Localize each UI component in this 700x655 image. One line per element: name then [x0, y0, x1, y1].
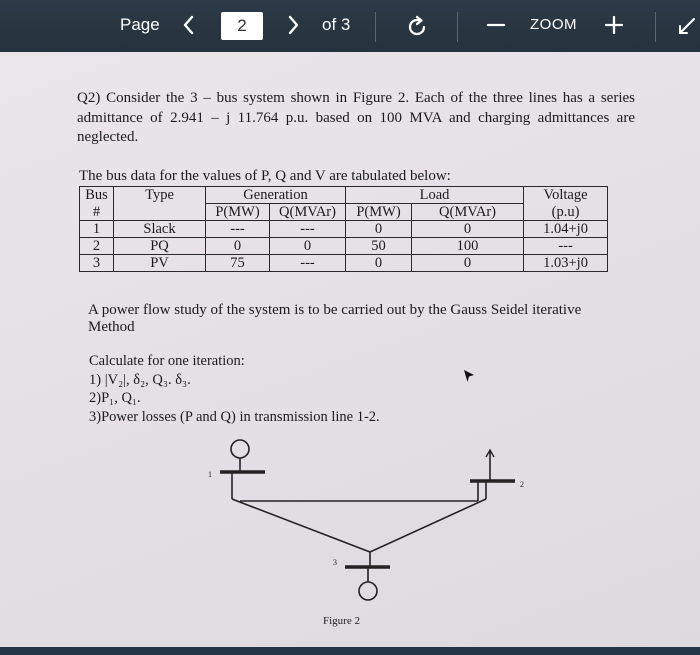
bus-3-label: 3: [333, 558, 337, 567]
mouse-cursor-icon: [462, 369, 476, 385]
table-cell: ---: [524, 238, 608, 255]
table-header: Generation: [206, 187, 346, 204]
toolbar-divider: [655, 12, 656, 42]
chevron-right-icon: [288, 15, 300, 35]
zoom-out-button[interactable]: [484, 13, 508, 37]
document-page: [0, 52, 700, 647]
chevron-left-icon: [182, 15, 194, 35]
calc-item: 1) |V₂|, δ₂, Q₃. δ₃.: [89, 371, 191, 388]
calculation-list: [89, 352, 380, 426]
table-header: Load: [346, 187, 524, 204]
table-cell: 0: [206, 238, 270, 255]
table-cell: 0: [270, 238, 346, 255]
table-header: Q(MVAr): [412, 204, 524, 221]
table-header: Voltage: [524, 187, 608, 204]
bus-2-label: 2: [520, 480, 524, 489]
table-intro: The bus data for the values of P, Q and V are tabulated below:: [79, 168, 451, 184]
next-page-button[interactable]: [283, 13, 305, 37]
table-header: Q(MVAr): [270, 204, 346, 221]
table-header: (p.u): [524, 204, 608, 221]
table-header: Type: [114, 187, 206, 204]
generator-1-icon: [231, 440, 249, 458]
table-header-row: [80, 204, 608, 221]
bus-1-label: 1: [208, 470, 212, 479]
table-header: Bus: [80, 187, 114, 204]
zoom-in-button[interactable]: [602, 13, 626, 37]
table-cell: ---: [270, 255, 346, 272]
table-cell: 1: [80, 221, 114, 238]
table-cell: 100: [412, 238, 524, 255]
page-label: Page: [120, 15, 160, 34]
table-cell: 1.04+j0: [524, 221, 608, 238]
rotate-icon: [404, 14, 430, 40]
pdf-toolbar: [0, 0, 700, 52]
generator-3-icon: [359, 582, 377, 600]
bus-data-table: [79, 186, 608, 272]
table-cell: 2: [80, 238, 114, 255]
table-header: P(MW): [206, 204, 270, 221]
page-count-label: of 3: [322, 15, 351, 34]
table-header: #: [80, 204, 114, 221]
table-cell: Slack: [114, 221, 206, 238]
table-cell: 0: [412, 255, 524, 272]
previous-page-button[interactable]: [177, 13, 199, 37]
table-cell: PV: [114, 255, 206, 272]
expand-button[interactable]: [675, 14, 699, 38]
table-cell: 0: [346, 221, 412, 238]
toolbar-divider: [457, 12, 458, 42]
rotate-button[interactable]: [404, 14, 430, 40]
expand-icon: [675, 14, 699, 38]
table-cell: 0: [346, 255, 412, 272]
table-row: [80, 238, 608, 255]
calc-item: 3)Power losses (P and Q) in transmission line 1-2.: [89, 408, 380, 425]
method-text: A power flow study of the system is to be carried out by the Gauss Seidel iterative Method: [88, 302, 582, 335]
bottom-bar: [0, 647, 700, 655]
zoom-label: ZOOM: [530, 16, 577, 33]
figure-2-diagram: [190, 437, 550, 637]
table-cell: 1.03+j0: [524, 255, 608, 272]
table-cell: 50: [346, 238, 412, 255]
calc-title: Calculate for one iteration:: [89, 353, 245, 369]
table-row: [80, 221, 608, 238]
table-row: [80, 255, 608, 272]
table-cell: ---: [206, 221, 270, 238]
toolbar-divider: [375, 12, 376, 42]
table-header: [114, 204, 206, 221]
table-cell: 0: [412, 221, 524, 238]
table-cell: 75: [206, 255, 270, 272]
question-text: Q2) Consider the 3 – bus system shown in Figure 2. Each of the three lines has a series admittance of 2.941 – j 11.764 p.u. based on 100 MVA and charging admittances are neglected.: [77, 90, 635, 145]
page-number-input[interactable]: [221, 12, 263, 40]
table-header-row: [80, 187, 608, 204]
table-cell: 3: [80, 255, 114, 272]
table-cell: PQ: [114, 238, 206, 255]
calc-item: 2)P₁, Q₁.: [89, 390, 141, 406]
zoom-in-icon: [602, 13, 626, 37]
zoom-out-icon: [484, 13, 508, 37]
figure-caption: Figure 2: [323, 615, 360, 627]
table-header: P(MW): [346, 204, 412, 221]
table-cell: ---: [270, 221, 346, 238]
